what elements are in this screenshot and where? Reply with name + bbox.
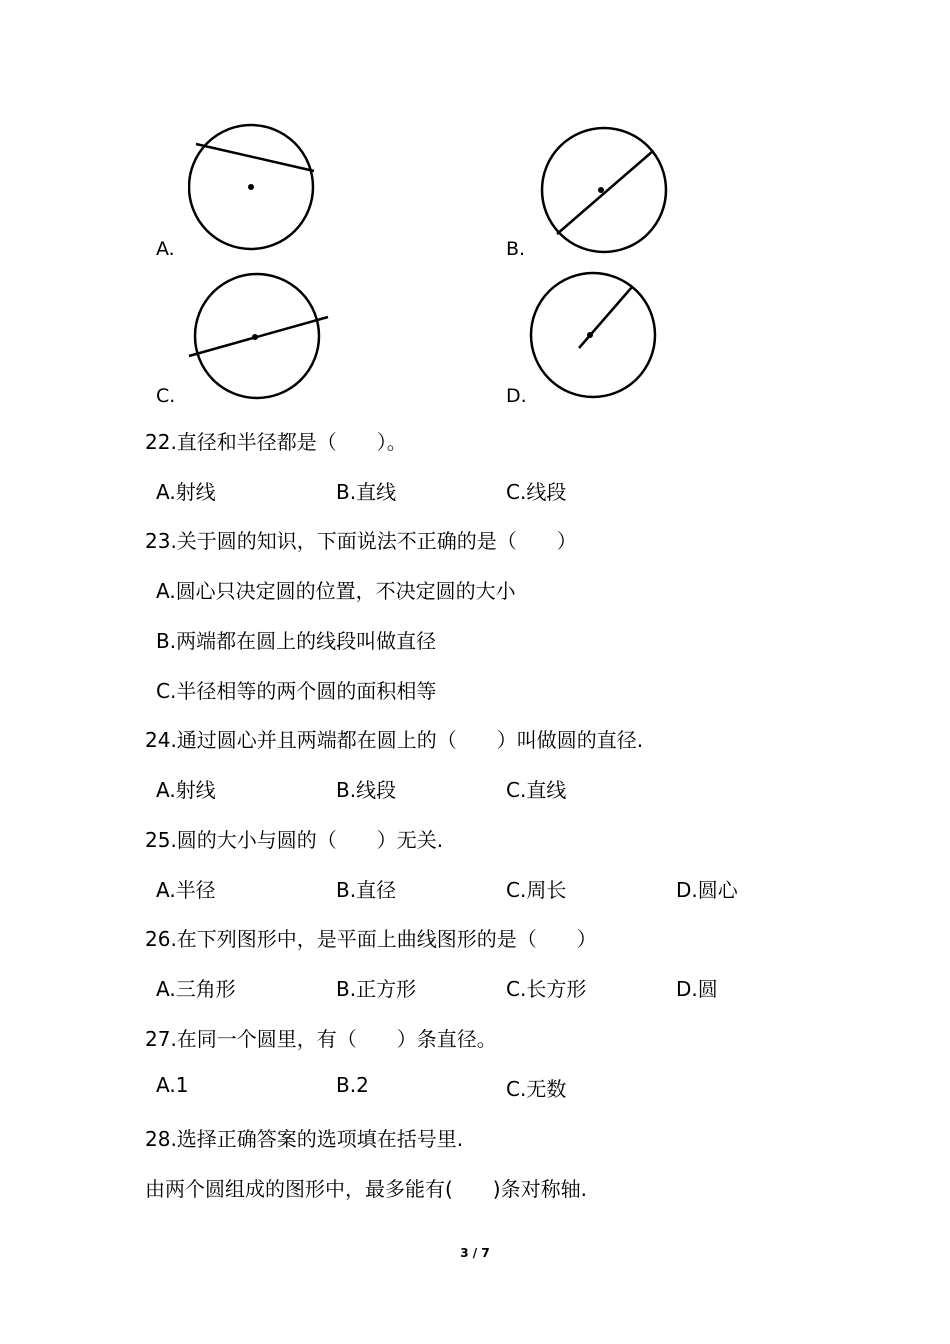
question-24: 24.通过圆心并且两端都在圆上的（ ）叫做圆的直径. <box>145 728 644 752</box>
question-23: 23.关于圆的知识，下面说法不正确的是（ ） <box>145 529 577 553</box>
option-25-d[interactable]: D.圆心 <box>676 878 738 902</box>
option-26-c[interactable]: C.长方形 <box>506 977 587 1001</box>
question-28-sub: 由两个圆组成的图形中，最多能有( )条对称轴. <box>145 1177 587 1201</box>
option-22-b[interactable]: B.直线 <box>336 480 397 504</box>
option-27-b[interactable]: B.2 <box>336 1073 369 1097</box>
option-23-a[interactable]: A.圆心只决定圆的位置，不决定圆的大小 <box>156 579 516 603</box>
question-28: 28.选择正确答案的选项填在括号里. <box>145 1127 464 1151</box>
figure-c-label: C. <box>156 385 176 407</box>
option-22-a[interactable]: A.射线 <box>156 480 216 504</box>
page-number: 3 / 7 <box>460 1246 490 1260</box>
option-25-b[interactable]: B.直径 <box>336 878 397 902</box>
question-25: 25.圆的大小与圆的（ ）无关. <box>145 828 444 852</box>
option-27-c[interactable]: C.无数 <box>506 1077 567 1101</box>
figure-b-label: B. <box>506 238 526 260</box>
option-25-a[interactable]: A.半径 <box>156 878 216 902</box>
option-26-a[interactable]: A.三角形 <box>156 977 236 1001</box>
option-27-a[interactable]: A.1 <box>156 1073 189 1097</box>
figure-a-label: A. <box>156 238 175 260</box>
option-24-c[interactable]: C.直线 <box>506 778 567 802</box>
option-26-d[interactable]: D.圆 <box>676 977 718 1001</box>
option-26-b[interactable]: B.正方形 <box>336 977 417 1001</box>
option-24-a[interactable]: A.射线 <box>156 778 216 802</box>
option-25-c[interactable]: C.周长 <box>506 878 567 902</box>
figure-d-label: D. <box>506 385 527 407</box>
question-22: 22.直径和半径都是（ ）。 <box>145 430 407 454</box>
figure-a-chord <box>188 122 322 256</box>
question-26: 26.在下列图形中，是平面上曲线图形的是（ ） <box>145 927 597 951</box>
figure-d-radius <box>527 270 661 404</box>
option-24-b[interactable]: B.线段 <box>336 778 397 802</box>
figure-b-diameter <box>538 124 672 258</box>
question-27: 27.在同一个圆里，有（ ）条直径。 <box>145 1027 497 1051</box>
option-22-c[interactable]: C.线段 <box>506 480 567 504</box>
figure-c-line <box>186 270 332 404</box>
option-23-c[interactable]: C.半径相等的两个圆的面积相等 <box>156 679 437 703</box>
option-23-b[interactable]: B.两端都在圆上的线段叫做直径 <box>156 629 437 653</box>
